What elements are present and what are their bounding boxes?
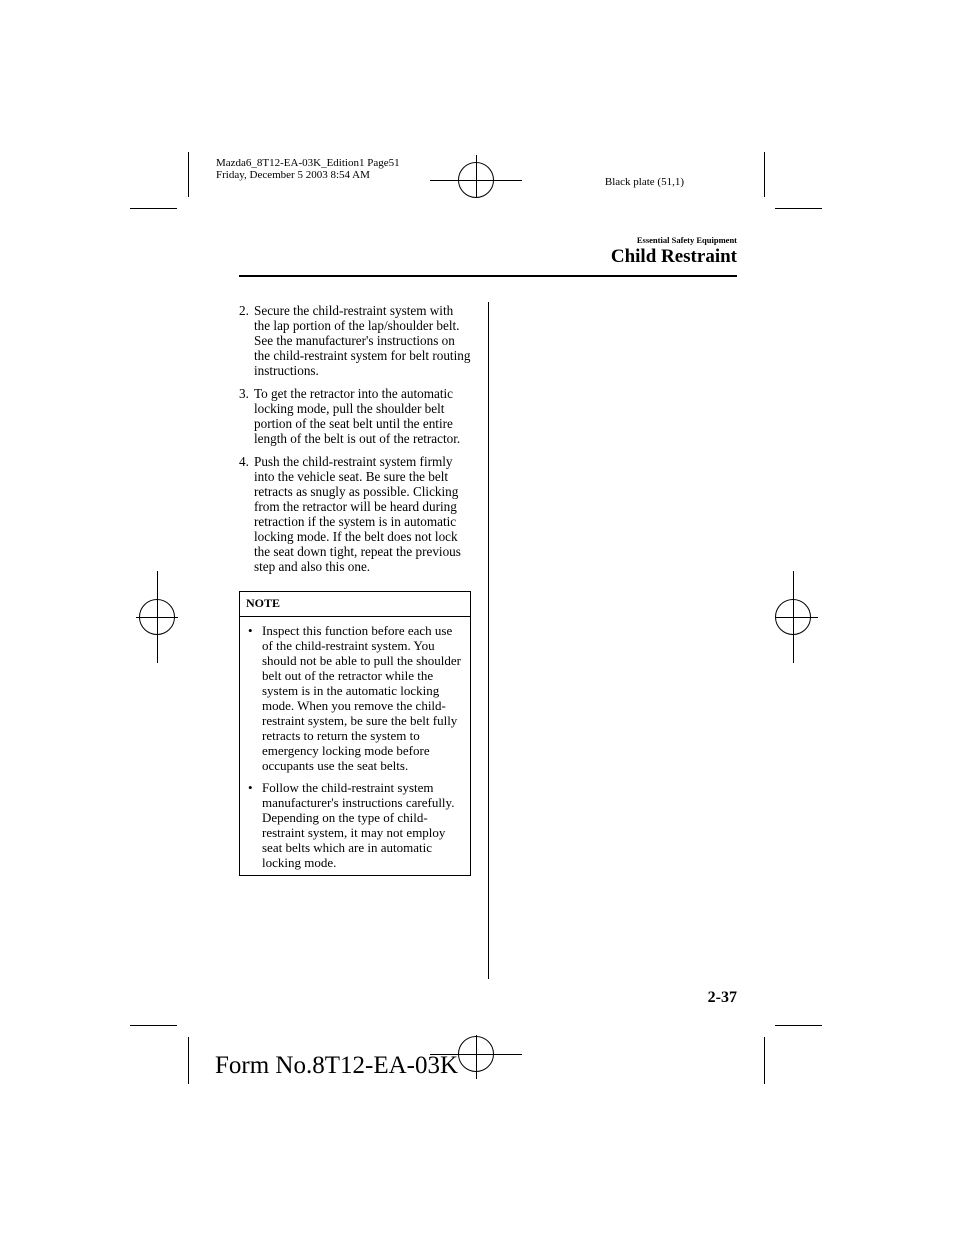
print-meta-date: Friday, December 5 2003 8:54 AM xyxy=(216,169,370,181)
section-label: Essential Safety Equipment xyxy=(636,235,737,245)
step-item xyxy=(239,303,471,378)
step-text: To get the retractor into the automatic locking mode, pull the shoulder belt portion of the seat belt until the entire length of the belt is out of the retractor. xyxy=(254,386,461,446)
note-list xyxy=(240,617,470,870)
step-number: 3. xyxy=(239,386,249,401)
note-heading: NOTE xyxy=(240,592,470,617)
form-number: Form No.8T12-EA-03K xyxy=(215,1052,459,1079)
print-meta xyxy=(216,157,476,181)
header-rule xyxy=(239,275,737,277)
instruction-steps xyxy=(239,303,471,582)
step-number: 4. xyxy=(239,454,249,469)
page-title: Child Restraint xyxy=(610,246,737,267)
step-item xyxy=(239,386,471,446)
step-text: Secure the child-restraint system with the lap portion of the lap/shoulder belt. See the manufacturer's instructions on the child-restraint system for belt routing instructions. xyxy=(254,303,471,378)
note-item xyxy=(247,780,466,870)
column-divider xyxy=(488,302,489,979)
step-text: Push the child-restraint system firmly into the vehicle seat. Be sure the belt retracts as snugly as possible. Clicking from the retractor will be heard during retraction if the system is in automatic locking mode. If the belt does not lock the seat down tight, repeat the previous step and also this one. xyxy=(254,454,461,574)
note-box xyxy=(239,591,471,876)
step-item xyxy=(239,454,471,574)
note-text: Follow the child-restraint system manufacturer's instructions carefully. Depending on the type of child-restraint system, it may not employ seat belts which are in automatic locking mode. xyxy=(262,780,455,870)
bullet-icon: • xyxy=(248,780,253,795)
plate-label: Black plate (51,1) xyxy=(604,176,684,188)
note-item xyxy=(247,623,466,773)
note-text: Inspect this function before each use of the child-restraint system. You should not be able to pull the shoulder belt out of the retractor while the system is in the automatic locking mode. When you remove the child-restraint system, be sure the belt fully retracts to return the system to emergency locking mode before occupants use the seat belts. xyxy=(262,623,461,773)
step-number: 2. xyxy=(239,303,249,318)
page-number: 2-37 xyxy=(707,989,737,1006)
bullet-icon: • xyxy=(248,623,253,638)
print-meta-file: Mazda6_8T12-EA-03K_Edition1 Page51 xyxy=(216,157,400,169)
